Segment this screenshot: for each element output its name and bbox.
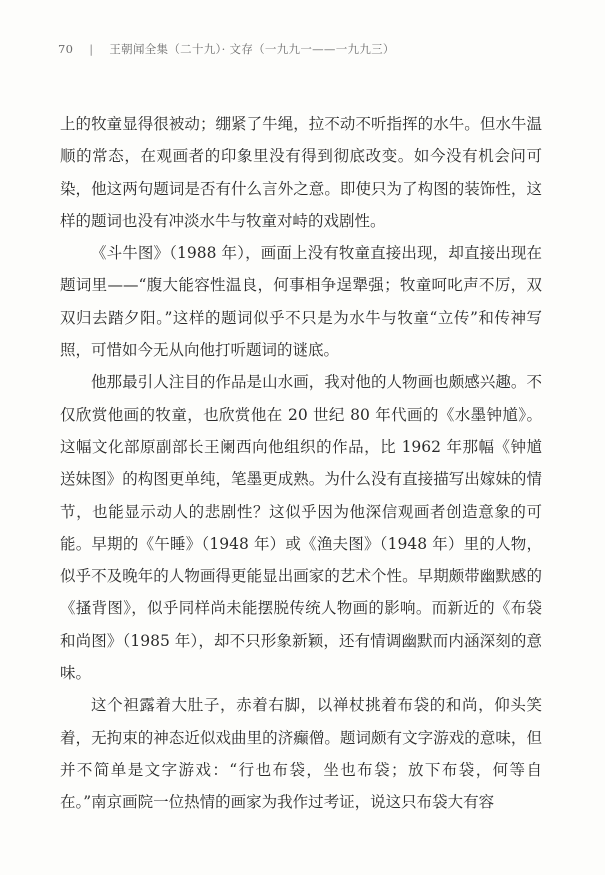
running-header <box>58 41 395 57</box>
body-text <box>60 108 542 819</box>
header-divider: | <box>89 42 94 56</box>
page-number: 70 <box>58 42 74 56</box>
paragraph: 他那最引人注目的作品是山水画，我对他的人物画也颇感兴趣。不仅欣赏他画的牧童，也欣赏他在 20 世纪 80 年代画的《水墨钟馗》。这幅文化部原副部长王阑西向他组织的作品，比 1962 年那幅《钟馗送妹图》的构图更单纯，笔墨更成熟。为什么没有直接描写出嫁妹的情节，也能显示动人的悲剧性？这似乎因为他深信观画者创造意象的可能。早期的《午睡》（1948 年）或《渔夫图》（1948 年）里的人物，似乎不及晚年的人物画得更能显出画家的艺术个性。早期颇带幽默感的《搔背图》，似乎同样尚未能摆脱传统人物画的影响。而新近的《布袋和尚图》（1985 年），却不只形象新颖，还有情调幽默而内涵深刻的意味。 <box>60 373 542 683</box>
paragraph: 上的牧童显得很被动；绷紧了牛绳，拉不动不听指挥的水牛。但水牛温顺的常态，在观画者的印象里没有得到彻底改变。如今没有机会问可染，他这两句题词是否有什么言外之意。即使只为了构图的装饰性，这样的题词也没有冲淡水牛与牧童对峙的戏剧性。 <box>60 115 542 230</box>
running-title: 王朝闻全集（二十九）· 文存（一九九一——一九九三） <box>109 42 395 56</box>
paragraph: 《斗牛图》（1988 年），画面上没有牧童直接出现，却直接出现在题词里——“腹大能容性温良，何事相争逞犟强；牧童呵叱声不厉，双双归去踏夕阳。”这样的题词似乎不只是为水牛与牧童“立传”和传神写照，可惜如今无从向他打听题词的谜底。 <box>60 244 542 360</box>
paragraph: 这个袒露着大肚子，赤着右脚，以禅杖挑着布袋的和尚，仰头笑着，无拘束的神态近似戏曲里的济癫僧。题词颇有文字游戏的意味，但并不简单是文字游戏：“行也布袋，坐也布袋；放下布袋，何等自在。”南京画院一位热情的画家为我作过考证，说这只布袋大有容 <box>60 696 542 812</box>
